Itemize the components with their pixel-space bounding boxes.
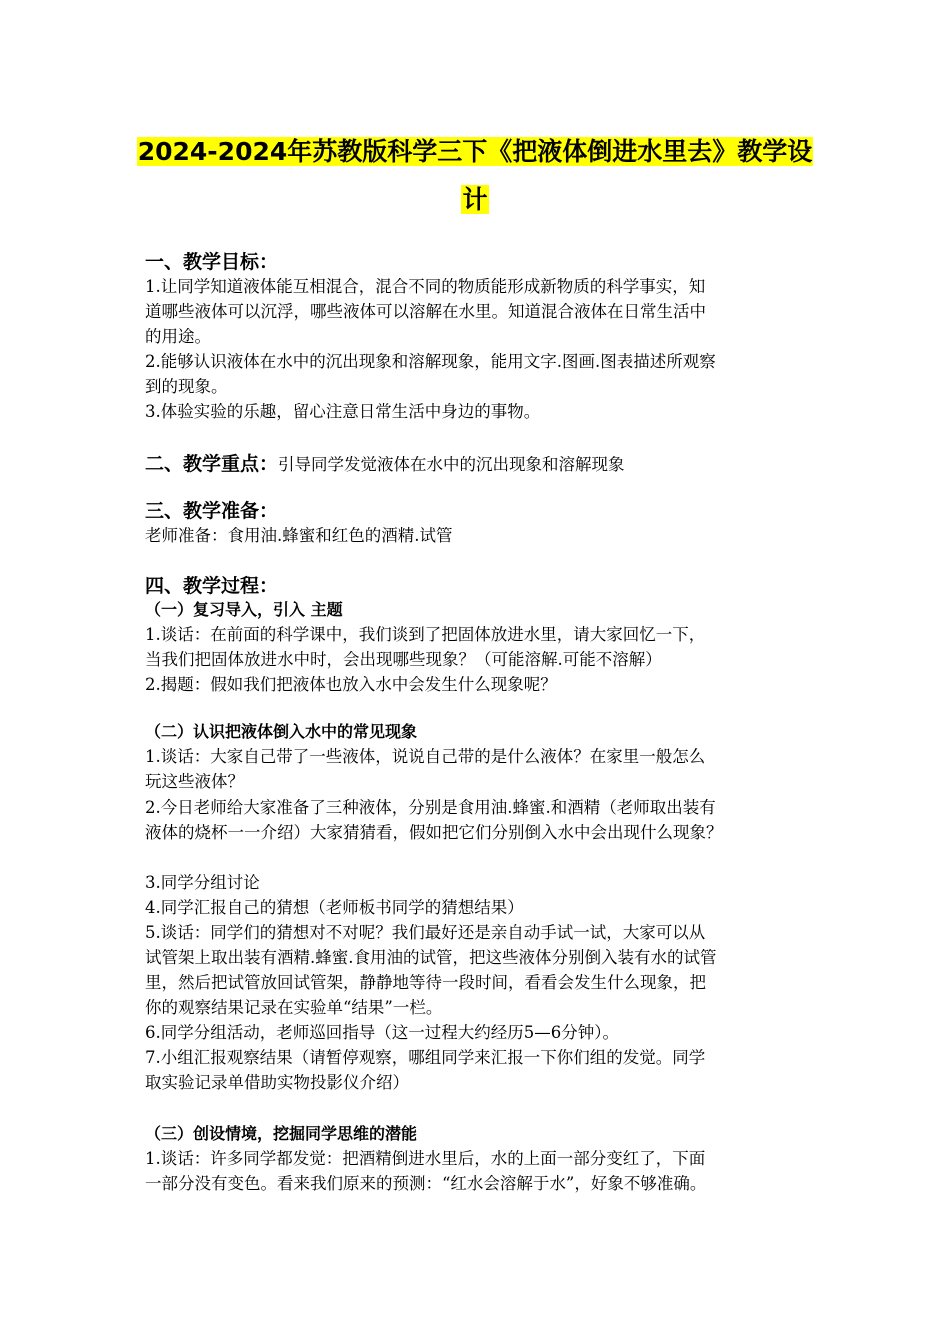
paragraph-line: 6.同学分组活动，老师巡回指导（这一过程大约经历5—6分钟）。	[145, 1023, 619, 1042]
paragraph-line: 道哪些液体可以沉浮，哪些液体可以溶解在水里。知道混合液体在日常生活中	[145, 302, 706, 321]
section-2-text: 引导同学发觉液体在水中的沉出现象和溶解现象	[278, 455, 625, 474]
paragraph-line: 3.同学分组讨论	[145, 873, 260, 892]
paragraph-line: 一部分没有变色。看来我们原来的预测：“红水会溶解于水”，好象不够准确。	[145, 1174, 707, 1193]
paragraph-line: 2.能够认识液体在水中的沉出现象和溶解现象，能用文字.图画.图表描述所观察	[145, 352, 716, 371]
paragraph-line: 液体的烧杯一一介绍）大家猜猜看，假如把它们分别倒入水中会出现什么现象？	[145, 823, 723, 842]
paragraph-line: 5.谈话：同学们的猜想对不对呢？我们最好还是亲自动手试一试，大家可以从	[145, 923, 706, 942]
paragraph-line: 1.谈话：在前面的科学课中，我们谈到了把固体放进水里，请大家回忆一下，	[145, 625, 706, 644]
paragraph-line: 2.今日老师给大家准备了三种液体，分别是食用油.蜂蜜.和酒精（老师取出装有	[145, 798, 716, 817]
paragraph-line: 取实验记录单借助实物投影仪介绍）	[145, 1073, 409, 1092]
paragraph-line: 3.体验实验的乐趣，留心注意日常生活中身边的事物。	[145, 402, 541, 421]
paragraph-line: 玩这些液体？	[145, 772, 244, 791]
part-1-heading: （一）复习导入，引入 主题	[145, 600, 343, 619]
paragraph-line: 你的观察结果记录在实验单“结果”一栏。	[145, 998, 443, 1017]
paragraph-line: 里，然后把试管放回试管架，静静地等待一段时间，看看会发生什么现象，把	[145, 973, 706, 992]
section-1-heading: 一、教学目标：	[145, 251, 279, 273]
paragraph-line: 7.小组汇报观察结果（请暂停观察，哪组同学来汇报一下你们组的发觉。同学	[145, 1048, 706, 1067]
paragraph-line: 当我们把固体放进水中时，会出现哪些现象？（可能溶解.可能不溶解）	[145, 650, 662, 669]
paragraph-line: 试管架上取出装有酒精.蜂蜜.食用油的试管，把这些液体分别倒入装有水的试管	[145, 948, 717, 967]
section-4-heading: 四、教学过程：	[145, 575, 279, 597]
document-title-line-2: 计	[462, 185, 488, 214]
part-3-heading: （三）创设情境，挖掘同学思维的潜能	[145, 1124, 418, 1143]
paragraph-line: 1.谈话：许多同学都发觉：把酒精倒进水里后，水的上面一部分变红了，下面	[145, 1149, 706, 1168]
paragraph-line: 1.让同学知道液体能互相混合，混合不同的物质能形成新物质的科学事实，知	[145, 277, 706, 296]
paragraph-line: 2.揭题：假如我们把液体也放入水中会发生什么现象呢？	[145, 675, 557, 694]
document-title-line-1: 2024-2024年苏教版科学三下《把液体倒进水里去》教学设	[137, 137, 813, 166]
part-2-heading: （二）认识把液体倒入水中的常见现象	[145, 722, 418, 741]
paragraph-line: 到的现象。	[145, 377, 228, 396]
paragraph-line: 1.谈话：大家自己带了一些液体，说说自己带的是什么液体？在家里一般怎么	[145, 747, 706, 766]
paragraph-line: 老师准备：食用油.蜂蜜和红色的酒精.试管	[145, 526, 453, 545]
section-3-heading: 三、教学准备：	[145, 500, 279, 522]
paragraph-line: 的用途。	[145, 327, 211, 346]
paragraph-line: 4.同学汇报自己的猜想（老师板书同学的猜想结果）	[145, 898, 524, 917]
section-2-heading: 二、教学重点：引导同学发觉液体在水中的沉出现象和溶解现象	[145, 453, 625, 475]
